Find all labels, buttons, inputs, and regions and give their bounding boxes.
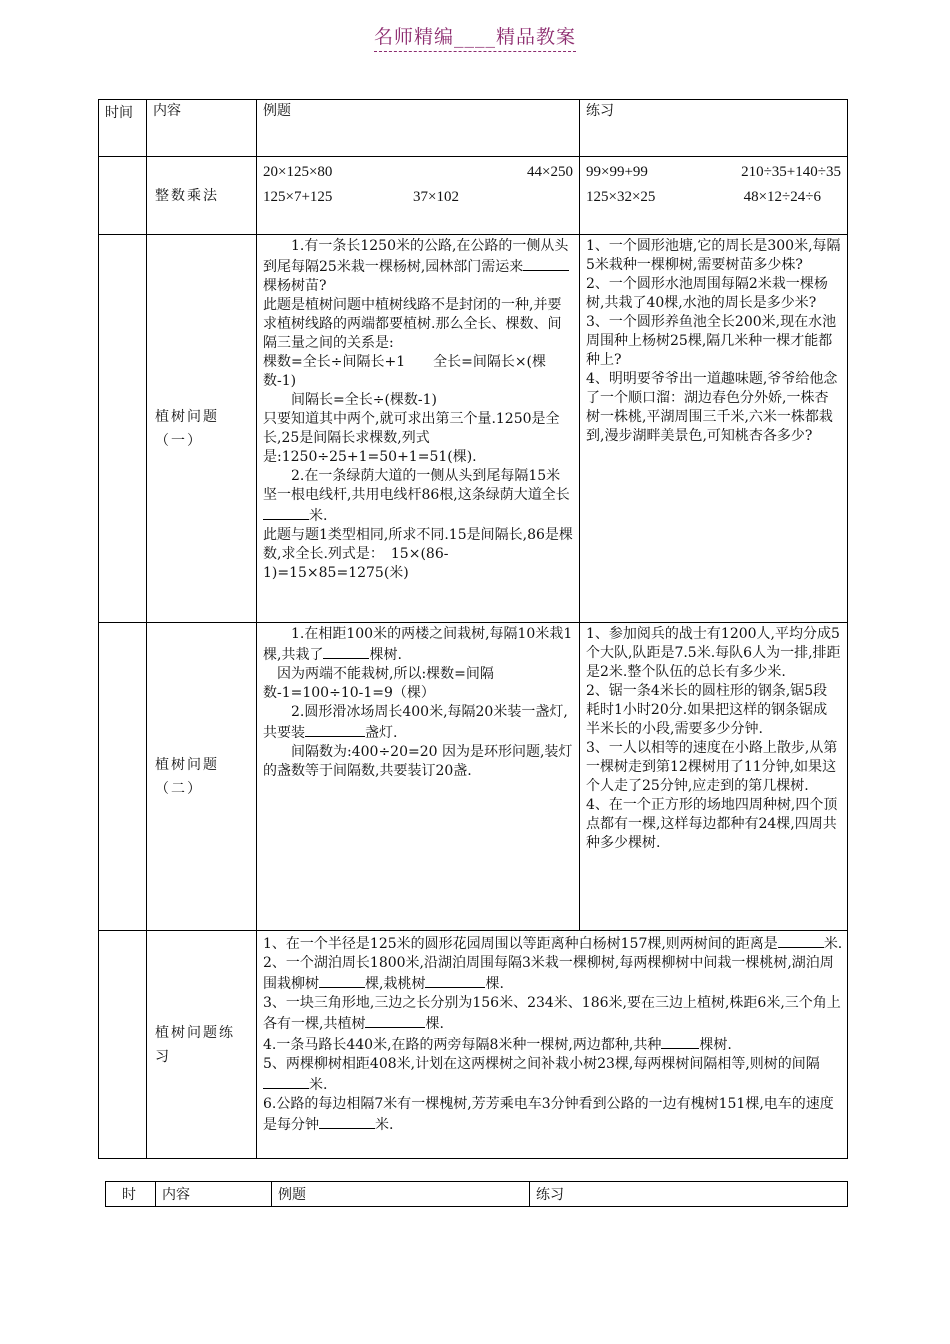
calc-expression: 125×7+125 [263, 189, 333, 205]
example-text: 棵数=全长÷间隔长+1 全长=间隔长×(棵数-1) [263, 354, 547, 389]
exercise-question: 2、一个湖泊周长1800米,沿湖泊周围每隔3米栽一棵柳树,每两棵柳树中间栽一棵桃树,湖泊周围栽柳树 棵,栽桃树 棵. [263, 955, 834, 992]
practice-question: 1、参加阅兵的战士有1200人,平均分成5个大队,队距是7.5米.每队6人为一排,排距是2米.整个队伍的总长有多少米. [586, 626, 841, 680]
exercise-question: 3、一块三角形地,三边之长分别为156米、234米、186米,要在三边上植树,株距6米,三个角上各有一棵,共植树 棵. [263, 995, 841, 1032]
answer-blank [319, 1114, 375, 1129]
practice-question: 4、明明要爷爷出一道趣味题,爷爷给他念了一个顺口溜：湖边春色分外娇,一株杏树一株桃,平湖周围三千米,六米一株都栽到,漫步湖畔美景色,可知桃杏各多少? [586, 371, 838, 444]
lesson-table [98, 99, 848, 1159]
example-text: 此题是植树问题中植树线路不是封闭的一种,并要求植树线路的两端都要植树.那么全长、棵数、间隔三量之间的关系是: [263, 297, 562, 351]
answer-blank [263, 505, 309, 520]
example-text: 2.在一条绿荫大道的一侧从头到尾每隔15米坚一根电线杆,共用电线杆86根,这条绿荫大道全长米. [263, 468, 570, 524]
topic-tree-planting-1: 植树问题（一） [147, 235, 257, 623]
example-text: 因为两端不能栽树,所以:棵数=间隔数-1=100÷10-1=9（棵） [263, 666, 494, 701]
example-text: 此题与题1类型相同,所求不同.15是间隔长,86是棵数,求全长.列式是： 15×(86-1)=15×85=1275(米) [263, 527, 573, 581]
header-time: 时间 [99, 100, 147, 157]
practice-question: 1、一个圆形池塘,它的周长是300米,每隔5米栽种一棵柳树,需要树苗多少株? [586, 238, 841, 273]
calc-expression: 48×12÷24÷6 [743, 189, 821, 205]
header-examples: 例题 [257, 100, 580, 157]
time-cell [99, 931, 147, 1159]
header-separator: ____ [454, 26, 496, 48]
answer-blank [319, 973, 365, 988]
example-text: 只要知道其中两个,就可求出第三个量.1250是全长,25是间隔长求棵数,列式是:1250÷25+1=50+1=51(棵). [263, 411, 560, 465]
answer-blank [661, 1034, 699, 1049]
answer-blank [305, 722, 365, 737]
row-tree-planting-1 [99, 235, 848, 623]
topic-tree-planting-practice: 植树问题练习 [147, 931, 257, 1159]
practice-cell [580, 235, 848, 623]
answer-blank [523, 256, 569, 271]
calc-expression: 20×125×80 [263, 164, 333, 180]
answer-blank [263, 1074, 309, 1089]
second-table [105, 1181, 848, 1207]
row-tree-planting-2 [99, 623, 848, 931]
row-integer-multiplication [99, 157, 848, 235]
example-text: 2.圆形滑冰场周长400米,每隔20米装一盏灯,共要装 盏灯. [263, 704, 568, 741]
practice-cell [580, 623, 848, 931]
time-cell [99, 157, 147, 235]
calc-expression: 210÷35+140÷35 [741, 164, 841, 180]
practice-exercises-cell [257, 931, 848, 1159]
topic-tree-planting-2: 植树问题（二） [147, 623, 257, 931]
topic-integer-multiplication: 整数乘法 [147, 157, 257, 235]
header-rule [374, 22, 576, 52]
exercise-question: 4.一条马路长440米,在路的两旁每隔8米种一棵树,两边都种,共种 棵树. [263, 1034, 843, 1055]
table-header-row [99, 100, 848, 157]
examples-cell [257, 235, 580, 623]
header-right: 精品教案 [496, 26, 577, 48]
exercise-question: 5、两棵柳树相距408米,计划在这两棵树之间补栽小树23棵,每两棵树间隔相等,则树的间隔米. [263, 1056, 820, 1093]
header-practice: 练习 [530, 1182, 848, 1207]
practice-cell [580, 157, 848, 235]
practice-question: 2、一个圆形水池周围每隔2米栽一棵杨树,共栽了40棵,水池的周长是多少米? [586, 276, 828, 311]
exercise-question: 6.公路的每边相隔7米有一棵槐树,芳芳乘电车3分钟看到公路的一边有槐树151棵,电车的速度是每分钟 米. [263, 1096, 834, 1133]
header-practice: 练习 [580, 100, 848, 157]
exercise-question: 1、在一个半径是125米的圆形花园周围以等距离种白杨树157棵,则两树间的距离是 米. [263, 933, 843, 954]
answer-blank [425, 973, 485, 988]
time-cell [99, 623, 147, 931]
answer-blank [778, 933, 824, 948]
row-tree-planting-practice [99, 931, 848, 1159]
practice-question: 3、一个圆形养鱼池全长200米,现在水池周围种上杨树25棵,隔几米种一棵才能都种上? [586, 314, 837, 368]
header-time: 时 [106, 1182, 156, 1207]
calc-expression: 125×32×25 [586, 189, 656, 205]
example-text: 间隔长=全长÷(棵数-1) [291, 392, 438, 408]
answer-blank [323, 644, 369, 659]
examples-cell [257, 623, 580, 931]
header-left: 名师精编 [373, 26, 454, 48]
practice-question: 2、锯一条4米长的圆柱形的钢条,锯5段耗时1小时20分.如果把这样的钢条锯成半米长的小段,需要多少分钟. [586, 683, 828, 737]
time-cell [99, 235, 147, 623]
practice-question: 3、一人以相等的速度在小路上散步,从第一棵树走到第12棵树用了11分钟,如果这个人走了25分钟,应走到的第几棵树. [586, 740, 838, 794]
calc-expression: 99×99+99 [586, 164, 648, 180]
calc-expression: 37×102 [413, 189, 459, 205]
page-header [0, 22, 950, 52]
calc-expression: 44×250 [527, 164, 573, 180]
header-content: 内容 [156, 1182, 272, 1207]
examples-cell [257, 157, 580, 235]
practice-question: 4、在一个正方形的场地四周种树,四个顶点都有一棵,这样每边都种有24棵,四周共种多少棵树. [586, 797, 838, 851]
header-content: 内容 [147, 100, 257, 157]
example-text: 1.有一条长1250米的公路,在公路的一侧从头到尾每隔25米栽一棵杨树,园林部门需运来棵杨树苗? [263, 238, 569, 294]
example-text: 间隔数为:400÷20=20 因为是环形问题,装灯的盏数等于间隔数,共要装订20盏. [263, 744, 573, 779]
header-examples: 例题 [272, 1182, 530, 1207]
example-text: 1.在相距100米的两楼之间栽树,每隔10米栽1棵,共栽了 棵树. [263, 626, 573, 663]
second-table-header-row [106, 1182, 848, 1207]
answer-blank [365, 1013, 425, 1028]
